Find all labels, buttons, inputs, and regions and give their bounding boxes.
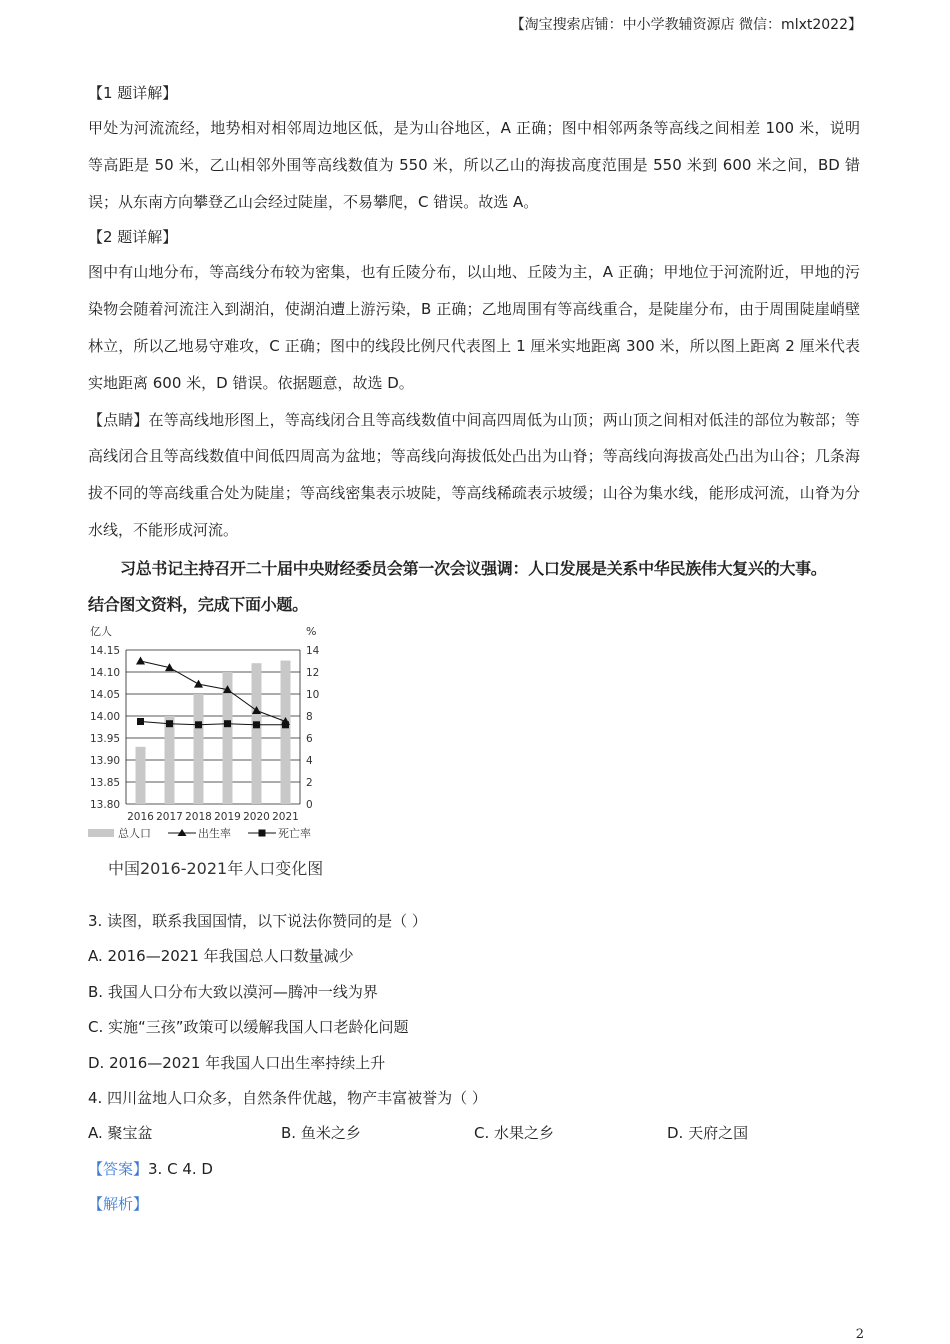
left-tick-label: 14.00 (90, 711, 121, 723)
line-series (136, 657, 290, 729)
出生率-line (141, 661, 286, 722)
death-rate-point (253, 721, 260, 728)
q3-option-c: C. 实施“三孩”政策可以缓解我国人口老龄化问题 (88, 1018, 409, 1037)
q4-option-a: A. 聚宝盆 (88, 1124, 153, 1143)
right-tick-label: 14 (306, 645, 320, 657)
right-tick-label: 6 (306, 733, 313, 745)
population-bar (136, 747, 146, 804)
explanation-section (88, 76, 860, 621)
legend-marker-death (259, 830, 266, 837)
left-tick-label: 13.80 (90, 799, 121, 811)
analysis-label: 【解析】 (88, 1195, 149, 1214)
right-tick-label: 0 (306, 799, 313, 811)
intro-line-1-text: 习总书记主持召开二十届中央财经委员会第一次会议强调：人口发展是关系中华民族伟大复兴的大事。 (120, 558, 827, 578)
death-rate-point (282, 721, 289, 728)
right-tick-label: 8 (306, 711, 313, 723)
q4-option-d: D. 天府之国 (667, 1124, 749, 1143)
right-tick-label: 2 (306, 777, 313, 789)
right-tick-label: 10 (306, 689, 320, 701)
q3-option-a: A. 2016—2021 年我国总人口数量减少 (88, 947, 354, 966)
legend-label-death: 死亡率 (278, 827, 311, 840)
chart-legend (88, 826, 311, 840)
death-rate-point (195, 721, 202, 728)
x-tick-label: 2020 (243, 811, 270, 823)
population-bar (194, 694, 204, 804)
left-axis-label: 亿人 (90, 625, 112, 638)
x-tick-label: 2019 (214, 811, 241, 823)
population-bar (281, 661, 291, 804)
left-tick-label: 14.15 (90, 645, 121, 657)
header-note: 【淘宝搜索店铺：中小学教辅资源店 微信：mlxt2022】 (510, 17, 862, 33)
population-chart (88, 620, 328, 882)
answer-line (88, 1152, 860, 1187)
death-rate-point (224, 720, 231, 727)
x-tick-label: 2018 (185, 811, 212, 823)
left-tick-label: 13.85 (90, 777, 121, 789)
right-tick-label: 12 (306, 667, 320, 679)
left-tick-label: 14.10 (90, 667, 121, 679)
answer-text: 3. C 4. D (148, 1159, 213, 1178)
question-4: 4. 四川盆地人口众多，自然条件优越，物产丰富被誉为（ ） (88, 1089, 487, 1108)
left-tick-label: 13.95 (90, 733, 121, 745)
tip-paragraph: 【点睛】在等高线地形图上，等高线闭合且等高线数值中间高四周低为山顶；两山顶之间相对低洼的部位为鞍部；等高线闭合且等高线数值中间低四周高为盆地；等高线向海拔低处凸出为山脊；等高线向海拔高处凸出为山谷；几条海拔不同的等高线重合处为陡崖；等高线密集表示坡陡，等高线稀疏表示坡缓；山谷为集水线，能形成河流，山脊为分水线，不能形成河流。 (88, 410, 860, 539)
intro-line-2: 结合图文资料，完成下面小题。 (88, 594, 308, 614)
q2-label: 【2 题详解】 (88, 228, 178, 247)
legend-swatch-population (88, 829, 114, 837)
answer-label: 【答案】 (88, 1159, 149, 1178)
page-number: 2 (855, 1327, 864, 1342)
死亡率-line (141, 722, 286, 725)
x-tick-label: 2017 (156, 811, 183, 823)
chart-title: 中国2016-2021年人口变化图 (108, 859, 324, 878)
grid-lines (126, 650, 300, 804)
population-bar (252, 663, 262, 804)
birth-rate-point (136, 657, 145, 665)
q2-explanation: 图中有山地分布，等高线分布较为密集，也有丘陵分布，以山地、丘陵为主，A 正确；甲地位于河流附近，甲地的污染物会随着河流注入到湖泊，使湖泊遭上游污染，B 正确；乙地周围有等高线重合，是陡崖分布，由于周围陡崖峭壁林立，所以乙地易守难攻，C 正确；图中的线段比例尺代表图上 1 厘米实地距离 300 米，所以图上距离 2 厘米代表实地距离 600 米，D 错误。依据题意，故选 D。 (88, 263, 860, 392)
q4-options (88, 1116, 860, 1151)
birth-rate-point (194, 680, 203, 688)
q4-option-c: C. 水果之乡 (474, 1124, 555, 1143)
population-chart-svg (88, 620, 328, 852)
left-tick-label: 13.90 (90, 755, 121, 767)
death-rate-point (166, 720, 173, 727)
q3-option-d: D. 2016—2021 年我国人口出生率持续上升 (88, 1053, 386, 1072)
q1-label: 【1 题详解】 (88, 84, 178, 102)
right-axis-label: % (306, 625, 317, 638)
q4-option-b: B. 鱼米之乡 (281, 1124, 361, 1143)
intro-line-1 (88, 553, 860, 585)
left-tick-label: 14.05 (90, 689, 121, 701)
legend-label-population: 总人口 (118, 827, 151, 840)
question-3: 3. 读图，联系我国国情，以下说法你赞同的是（ ） (88, 912, 427, 930)
x-tick-label: 2016 (127, 811, 154, 823)
death-rate-point (137, 718, 144, 725)
bar-series (136, 661, 291, 804)
right-tick-label: 4 (306, 755, 313, 767)
population-bar (165, 716, 175, 804)
x-tick-label: 2021 (272, 811, 299, 823)
questions-section (88, 904, 860, 1223)
q1-explanation: 甲处为河流流经，地势相对相邻周边地区低，是为山谷地区，A 正确；图中相邻两条等高线之间相差 100 米，说明等高距是 50 米，乙山相邻外围等高线数值为 550 米，所以乙山的海拔高度范围是 550 米到 600 米之间，BD 错误；从东南方向攀登乙山会经过陡崖，不易攀爬，C 错误。故选 A。 (88, 119, 860, 211)
q3-option-b: B. 我国人口分布大致以漠河—腾冲一线为界 (88, 982, 378, 1001)
legend-label-birth: 出生率 (198, 827, 231, 840)
